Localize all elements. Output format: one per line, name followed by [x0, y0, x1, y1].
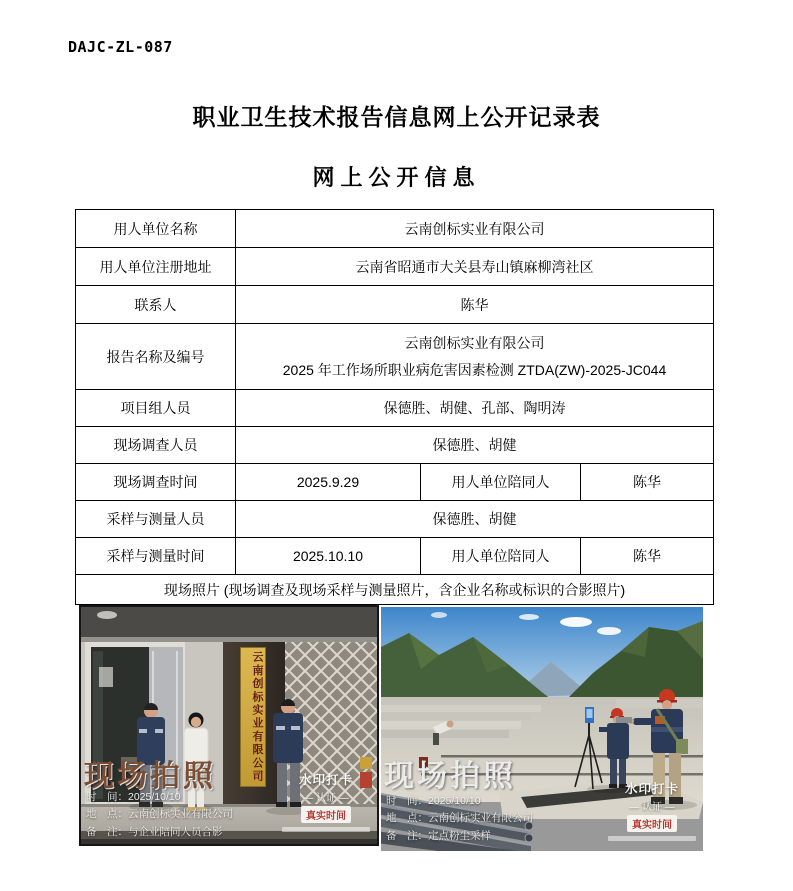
badge-certified-label: — 认证 — [629, 802, 675, 813]
page-subtitle: 网上公开信息 [312, 165, 481, 190]
table-row [76, 324, 714, 390]
table-row [76, 464, 714, 501]
cloud [560, 617, 592, 627]
badge-certified-label: — 认证 — [303, 793, 349, 804]
sampling-time-value: 2025.10.10 [236, 538, 421, 575]
watermark-stamp: 现场拍照 [384, 760, 516, 793]
document-code: DAJC-ZL-087 [68, 38, 173, 56]
watermark-info [386, 793, 533, 845]
employer-address-label: 用人单位注册地址 [76, 248, 236, 286]
table-row [76, 390, 714, 427]
handheld-meter [616, 717, 632, 723]
watermark-note: 备 注：定点粉尘采样 [386, 829, 491, 842]
yellow-sign [360, 757, 372, 769]
table-row [76, 427, 714, 464]
watermark-stamp: 现场拍照 [84, 760, 216, 793]
awning [81, 607, 377, 637]
record-table [75, 209, 714, 605]
survey-companion-value: 陈华 [581, 464, 714, 501]
company-sign-plaque: 云南创标实业有限公司 [240, 647, 266, 787]
watermark-info [86, 789, 233, 841]
project-team-label: 项目组人员 [76, 390, 236, 427]
employer-address-value: 云南省昭通市大关县寿山镇麻柳湾社区 [236, 248, 714, 286]
survey-companion-label: 用人单位陪同人 [421, 464, 581, 501]
survey-staff-label: 现场调查人员 [76, 427, 236, 464]
survey-time-label: 现场调查时间 [76, 464, 236, 501]
project-team-value: 保德胜、胡健、孔部、陶明涛 [236, 390, 714, 427]
sampling-companion-value: 陈华 [581, 538, 714, 575]
contact-label: 联系人 [76, 286, 236, 324]
real-time-tag: 真实时间 [301, 806, 351, 823]
watermark-time: 时 间：2025/10/10 [386, 795, 481, 807]
timestamp-badge [282, 770, 370, 832]
real-time-tag: 真实时间 [627, 815, 677, 832]
table-row [76, 538, 714, 575]
employer-name-label: 用人单位名称 [76, 210, 236, 248]
anti-fake-code [282, 827, 370, 832]
watermark-place: 地 点：云南创标实业有限公司 [386, 812, 533, 825]
contact-value: 陈华 [236, 286, 714, 324]
report-name-line: 云南创标实业有限公司 [404, 334, 545, 351]
table-row [76, 210, 714, 248]
employer-name-value: 云南创标实业有限公司 [236, 210, 714, 248]
report-number-line: 2025 年工作场所职业病危害因素检测 ZTDA(ZW)-2025-JC044 [282, 362, 667, 378]
ceiling-light [97, 611, 117, 619]
site-photo-sampling [381, 607, 703, 851]
sampling-staff-label: 采样与测量人员 [76, 501, 236, 538]
sampling-time-label: 采样与测量时间 [76, 538, 236, 575]
watermark-note: 备 注：与企业陪同人员合影 [86, 825, 223, 838]
watermark-place: 地 点：云南创标实业有限公司 [86, 808, 233, 821]
sampling-staff-value: 保德胜、胡健 [236, 501, 714, 538]
notice-board [99, 667, 113, 687]
table-row [76, 575, 714, 605]
table-row [76, 248, 714, 286]
site-photo-entrance [79, 605, 379, 846]
survey-staff-value: 保德胜、胡健 [236, 427, 714, 464]
anti-fake-code [608, 836, 696, 841]
badge-title: 水印打卡 [298, 773, 353, 787]
survey-time-value: 2025.9.29 [236, 464, 421, 501]
report-value [236, 324, 714, 390]
report-label: 报告名称及编号 [76, 324, 236, 390]
badge-title: 水印打卡 [624, 782, 679, 796]
page-title: 职业卫生技术报告信息网上公开记录表 [192, 104, 601, 130]
precast-stack [381, 705, 541, 712]
timestamp-badge [608, 779, 696, 841]
table-row [76, 501, 714, 538]
canvas-bag [676, 739, 688, 754]
table-row [76, 286, 714, 324]
sampling-companion-label: 用人单位陪同人 [421, 538, 581, 575]
watermark-time: 时 间：2025/10/10 [86, 791, 181, 803]
photos-caption: 现场照片 (现场调查及现场采样与测量照片，含企业名称或标识的合影照片) [76, 575, 714, 605]
